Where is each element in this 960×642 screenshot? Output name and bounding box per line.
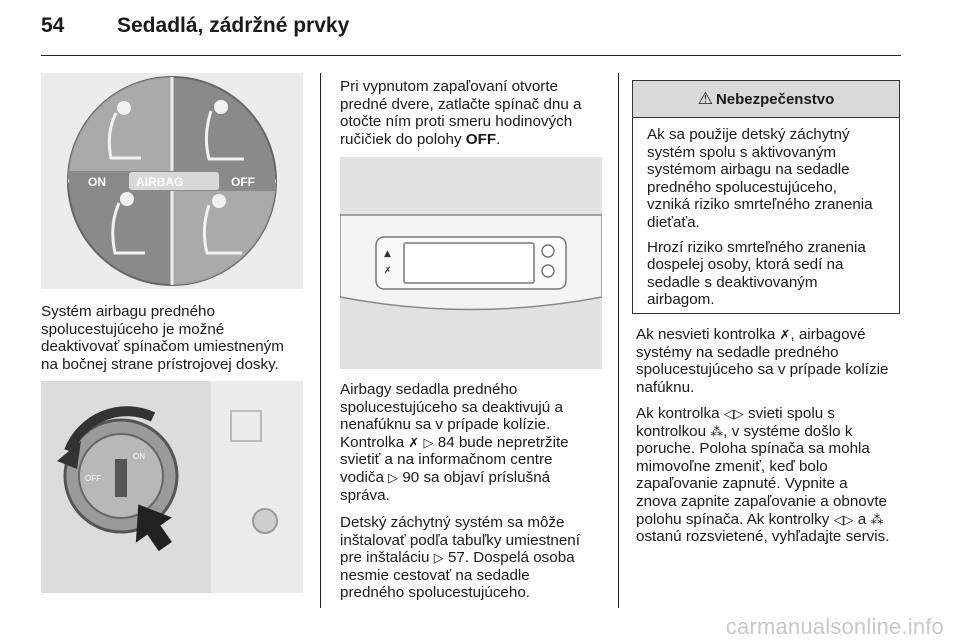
airbag-fault-icon: ◁▷: [723, 406, 744, 421]
watermark: carmanualsonline.info: [725, 614, 944, 639]
airbag-switch-figure: [41, 73, 303, 289]
page-number: 54: [41, 14, 65, 37]
indicator-off-paragraph: Ak nesvieti kontrolka ✗, airbagové systémy na sedadle predného spolucestujúceho sa v prípade kolízie nafúknu.: [636, 326, 889, 396]
off-position-label: OFF: [465, 130, 497, 148]
airbag-switch-illustration: [41, 73, 303, 289]
airbag-icon: ⁂: [870, 511, 884, 527]
intro-paragraph: Systém airbagu predného spolucestujúceho je možné deaktivovať spínačom umiestneným na bočnej strane prístrojovej dosky.: [41, 303, 284, 373]
header-rule: [41, 55, 901, 56]
warning-triangle-icon: ⚠: [697, 89, 713, 108]
switch-off-label: OFF: [231, 175, 255, 189]
page-title: Sedadlá, zádržné prvky: [117, 14, 350, 37]
page-reference-icon[interactable]: ▷: [433, 550, 444, 566]
page-reference-icon[interactable]: ▷: [388, 469, 399, 485]
warning-paragraph-1: Ak sa použije detský záchytný systém spolu s aktivovaným systémom airbagu na sedadle predného spolucestujúceho, vzniká riziko smrteľného zranenia dieťaťa.: [647, 126, 873, 231]
switch-on-label: ON: [88, 175, 106, 189]
warning-body: [633, 118, 899, 309]
dashboard-display-illustration: [340, 157, 602, 369]
instruction-paragraph: Pri vypnutom zapaľovaní otvorte predné dvere, zatlačte spínač dnu a otočte ním proti smeru hodinových ručičiek do polohy OFF.: [340, 78, 582, 148]
page-header: [41, 14, 349, 46]
child-seat-paragraph: Detský záchytný systém sa môže inštalovať podľa tabuľky umiestnení pre inštaláciu ▷ 57. Dospelá osoba nesmie cestovať na sedadle predného spolucestujúceho.: [340, 514, 580, 602]
key-on-label: ON: [133, 452, 145, 461]
fault-paragraph: Ak kontrolka ◁▷ svieti spolu s kontrolkou ⁂, v systéme došlo k poruche. Poloha spínača sa mohla mimovoľne zmeniť, keď bolo zapaľovanie zapnuté. Vypnite a znova zapnite zapaľovanie a obnovte polohu spínača. Ak kontrolky ◁▷ a ⁂ ostanú rozsvietené, vyhľadajte servis.: [636, 405, 890, 546]
airbag-fault-icon: ◁▷: [833, 511, 854, 527]
dashboard-display-figure: [340, 157, 602, 369]
switch-airbag-label: AIRBAG: [136, 175, 184, 189]
warning-header: [633, 81, 899, 118]
warning-paragraph-2: Hrozí riziko smrteľného zranenia dospelej osoby, ktorá sedí na sedadle s deaktivovaným airbagom.: [647, 238, 866, 309]
key-switch-figure: [41, 381, 303, 593]
airbag-off-icon: ✗: [408, 434, 420, 450]
key-off-label: OFF: [85, 474, 101, 483]
column-divider-1: [320, 73, 321, 608]
danger-warning-box: [632, 80, 900, 314]
column-divider-2: [618, 73, 619, 608]
airbag-off-icon: ✗: [779, 327, 791, 342]
warning-title: Nebezpečenstvo: [715, 90, 835, 108]
key-switch-illustration: [41, 381, 303, 593]
airbag-off-indicator-icon: ✗: [384, 266, 392, 276]
deactivation-paragraph: Airbagy sedadla predného spolucestujúceho sa deaktivujú a nenafúknu sa v prípade kolízie. Kontrolka ✗ ▷ 84 bude nepretržite svietiť a na informačnom centre vodiča ▷ 90 sa objaví príslušná správa.: [340, 381, 569, 504]
page-reference-icon[interactable]: ▷: [423, 434, 434, 450]
airbag-icon: ⁂: [710, 423, 724, 439]
fuel-indicator-icon: ▲: [384, 249, 391, 259]
